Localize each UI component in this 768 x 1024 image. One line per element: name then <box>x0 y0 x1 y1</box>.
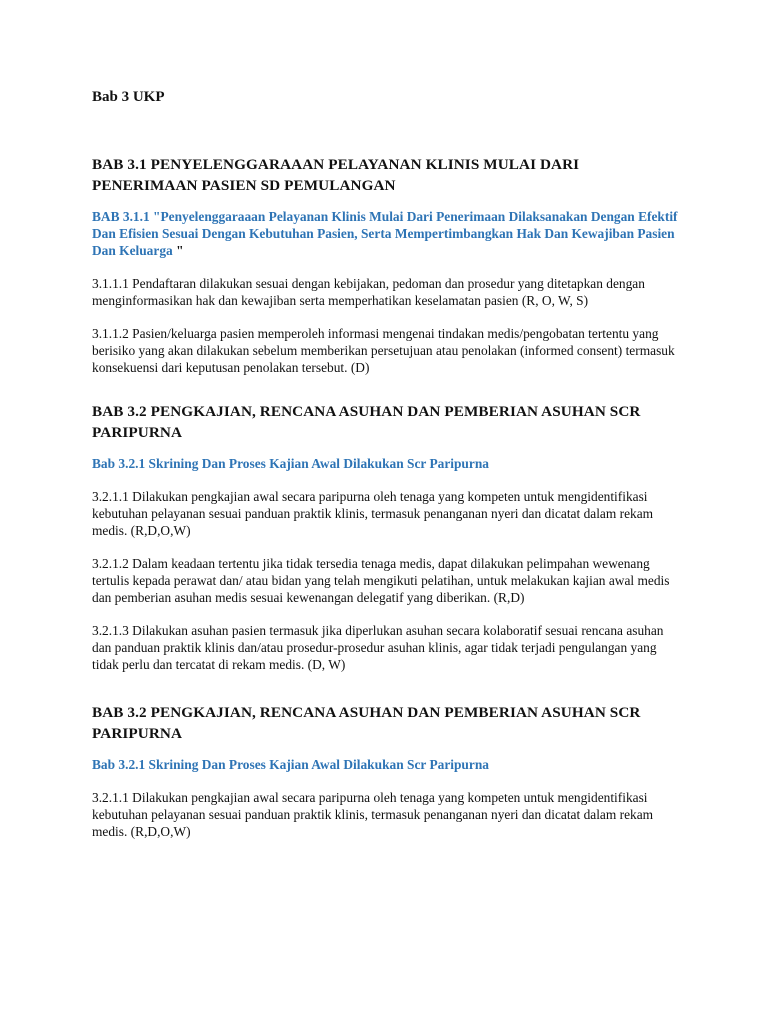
chapter-heading: BAB 3.2 PENGKAJIAN, RENCANA ASUHAN DAN PEMBERIAN ASUHAN SCR PARIPURNA <box>92 704 641 742</box>
document-page <box>92 88 682 856</box>
element-paragraph: 3.1.1.1 Pendaftaran dilakukan sesuai dengan kebijakan, pedoman dan prosedur yang ditetapkan dengan menginformasikan hak dan kewajiban serta memperhatikan keselamatan pasien (R, O, W, S) <box>92 276 645 308</box>
chapter-heading: BAB 3.1 PENYELENGGARAAAN PELAYANAN KLINIS MULAI DARI PENERIMAAN PASIEN SD PEMULANGAN <box>92 156 580 194</box>
chapter-heading: BAB 3.2 PENGKAJIAN, RENCANA ASUHAN DAN PEMBERIAN ASUHAN SCR PARIPURNA <box>92 403 641 441</box>
section-bab-3-2 <box>92 401 682 673</box>
element-paragraph: 3.2.1.1 Dilakukan pengkajian awal secara paripurna oleh tenaga yang kompeten untuk mengidentifikasi kebutuhan pelayanan sesuai panduan praktik klinis, termasuk penanganan nyeri dan dicatat dalam rekam medis. (R,D,O,W) <box>92 489 654 538</box>
standard-heading: Bab 3.2.1 Skrining Dan Proses Kajian Awal Dilakukan Scr Paripurna <box>92 456 489 471</box>
element-paragraph: 3.1.1.2 Pasien/keluarga pasien memperoleh informasi mengenai tindakan medis/pengobatan tertentu yang berisiko yang akan dilakukan sebelum memberikan persetujuan atau penolakan (informed consent) termasuk konsekuensi dari keputusan penolakan tersebut. (D) <box>92 326 675 375</box>
standard-heading: Bab 3.2.1 Skrining Dan Proses Kajian Awal Dilakukan Scr Paripurna <box>92 757 489 772</box>
section-bab-3-2-repeat <box>92 702 682 840</box>
section-bab-3-1 <box>92 154 682 376</box>
standard-heading-suffix: " <box>172 243 184 258</box>
element-paragraph: 3.2.1.1 Dilakukan pengkajian awal secara paripurna oleh tenaga yang kompeten untuk mengidentifikasi kebutuhan pelayanan sesuai panduan praktik klinis, termasuk penanganan nyeri dan dicatat dalam rekam medis. (R,D,O,W) <box>92 790 654 839</box>
element-paragraph: 3.2.1.3 Dilakukan asuhan pasien termasuk jika diperlukan asuhan secara kolaboratif sesuai rencana asuhan dan panduan praktik klinis dan/atau prosedur-prosedur asuhan klinis, agar tidak terjadi pengulangan yang tidak perlu dan tercatat di rekam medis. (D, W) <box>92 623 664 672</box>
element-paragraph: 3.2.1.2 Dalam keadaan tertentu jika tidak tersedia tenaga medis, dapat dilakukan pelimpahan wewenang tertulis kepada perawat dan/ atau bidan yang telah mengikuti pelatihan, untuk melakukan kajian awal medis dan pemberian asuhan medis sesuai kewenangan delegatif yang diberikan. (R,D) <box>92 556 670 605</box>
standard-heading <box>92 208 682 259</box>
document-title: Bab 3 UKP <box>92 89 165 105</box>
standard-heading-text: BAB 3.1.1 "Penyelenggaraaan Pelayanan Klinis Mulai Dari Penerimaan Dilaksanakan Dengan Efektif Dan Efisien Sesuai Dengan Kebutuhan Pasien, Serta Mempertimbangkan Hak Dan Kewajiban Pasien Dan Keluarga <box>92 209 678 258</box>
